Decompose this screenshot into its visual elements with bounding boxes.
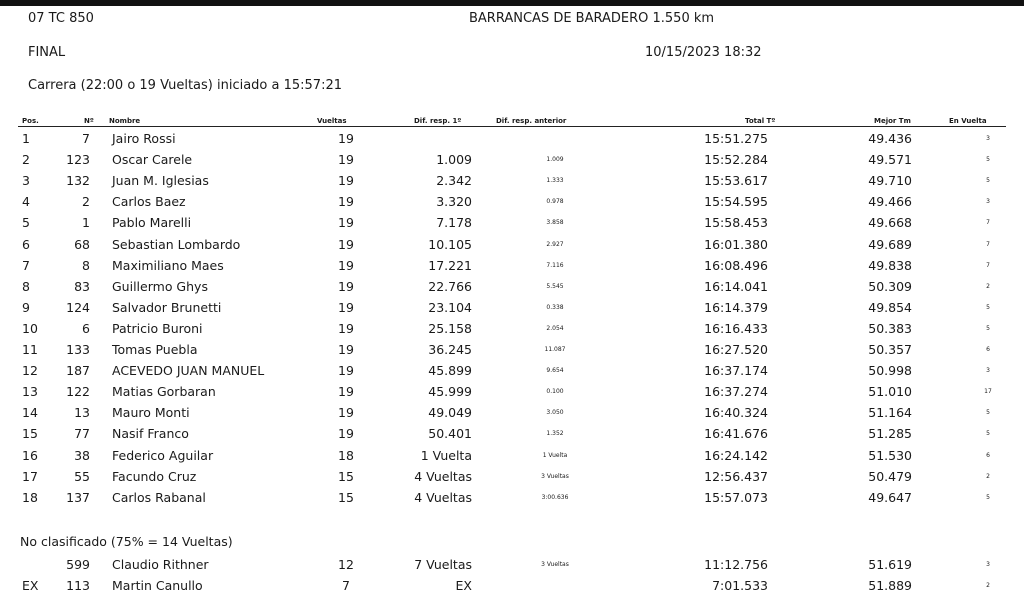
cell-in-lap: 5 (986, 156, 990, 163)
col-name: Nombre (109, 117, 141, 125)
cell-best: 49.710 (868, 173, 912, 188)
cell-name: Carlos Baez (112, 194, 186, 209)
table-row (0, 554, 1024, 575)
cell-total: 16:24.142 (704, 448, 768, 463)
cell-in-lap: 2 (986, 582, 990, 589)
cell-gap-first: 49.049 (428, 405, 472, 420)
cell-in-lap: 5 (986, 430, 990, 437)
cell-gap-prev: 1.009 (546, 156, 564, 163)
cell-laps: 19 (338, 363, 354, 378)
cell-pos: EX (22, 578, 39, 593)
cell-num: 1 (82, 215, 90, 230)
cell-pos: 17 (22, 469, 38, 484)
cell-laps: 18 (338, 448, 354, 463)
cell-gap-prev: 1 Vuelta (542, 452, 568, 459)
cell-name: Facundo Cruz (112, 469, 197, 484)
header-divider (18, 126, 1006, 127)
cell-pos: 10 (22, 321, 38, 336)
cell-total: 16:16.433 (704, 321, 768, 336)
cell-laps: 19 (338, 152, 354, 167)
cell-pos: 2 (22, 152, 30, 167)
cell-gap-prev: 11.087 (544, 346, 566, 353)
cell-name: ACEVEDO JUAN MANUEL (112, 363, 265, 378)
session-datetime: 10/15/2023 18:32 (645, 45, 762, 60)
cell-laps: 19 (338, 321, 354, 336)
cell-gap-first: 1.009 (436, 152, 472, 167)
cell-name: Mauro Monti (112, 405, 190, 420)
cell-num: 77 (74, 426, 90, 441)
cell-num: 38 (74, 448, 90, 463)
cell-best: 51.889 (868, 578, 912, 593)
cell-gap-first: 7 Vueltas (414, 557, 472, 572)
table-row (0, 423, 1024, 444)
cell-gap-first: 36.245 (428, 342, 472, 357)
cell-best: 49.647 (868, 490, 912, 505)
cell-in-lap: 6 (986, 346, 990, 353)
cell-pos: 7 (22, 258, 30, 273)
col-gap-prev: Dif. resp. anterior (496, 117, 567, 125)
cell-num: 113 (66, 578, 90, 593)
cell-best: 50.998 (868, 363, 912, 378)
cell-gap-first: 23.104 (428, 300, 472, 315)
table-row (0, 212, 1024, 233)
table-row (0, 234, 1024, 255)
cell-pos: 11 (22, 342, 38, 357)
cell-gap-prev: 3.858 (546, 219, 564, 226)
cell-laps: 15 (338, 490, 354, 505)
cell-gap-prev: 5.545 (546, 283, 564, 290)
col-in-lap: En Vuelta (949, 117, 987, 125)
cell-num: 6 (82, 321, 90, 336)
cell-gap-prev: 2.054 (546, 325, 564, 332)
cell-gap-prev: 7.116 (546, 262, 564, 269)
cell-pos: 6 (22, 237, 30, 252)
top-rule (0, 0, 1024, 6)
cell-total: 16:14.041 (704, 279, 768, 294)
cell-num: 83 (74, 279, 90, 294)
cell-total: 16:41.676 (704, 426, 768, 441)
cell-gap-prev: 3.050 (546, 409, 564, 416)
cell-laps: 19 (338, 300, 354, 315)
cell-laps: 7 (342, 578, 350, 593)
race-info: Carrera (22:00 o 19 Vueltas) iniciado a 15:57:21 (28, 78, 342, 93)
cell-gap-first: EX (455, 578, 472, 593)
cell-gap-prev: 1.352 (546, 430, 564, 437)
cell-pos: 13 (22, 384, 38, 399)
cell-gap-prev: 0.978 (546, 198, 564, 205)
cell-in-lap: 5 (986, 494, 990, 501)
cell-best: 51.010 (868, 384, 912, 399)
cell-total: 16:40.324 (704, 405, 768, 420)
cell-name: Salvador Brunetti (112, 300, 222, 315)
cell-name: Oscar Carele (112, 152, 193, 167)
cell-gap-first: 4 Vueltas (414, 469, 472, 484)
cell-gap-first: 2.342 (436, 173, 472, 188)
cell-name: Martin Canullo (112, 578, 203, 593)
cell-best: 50.479 (868, 469, 912, 484)
cell-pos: 3 (22, 173, 30, 188)
cell-pos: 1 (22, 131, 30, 146)
cell-laps: 19 (338, 237, 354, 252)
table-row (0, 318, 1024, 339)
table-row (0, 575, 1024, 596)
table-row (0, 381, 1024, 402)
cell-laps: 15 (338, 469, 354, 484)
cell-in-lap: 7 (986, 241, 990, 248)
cell-num: 187 (66, 363, 90, 378)
cell-gap-prev: 9.654 (546, 367, 564, 374)
cell-best: 49.689 (868, 237, 912, 252)
cell-num: 13 (74, 405, 90, 420)
cell-pos: 18 (22, 490, 38, 505)
cell-num: 137 (66, 490, 90, 505)
col-best: Mejor Tm (874, 117, 911, 125)
cell-in-lap: 2 (986, 283, 990, 290)
cell-gap-first: 22.766 (428, 279, 472, 294)
cell-gap-prev: 3 Vueltas (541, 561, 569, 568)
cell-name: Patricio Buroni (112, 321, 203, 336)
table-row (0, 360, 1024, 381)
cell-name: Carlos Rabanal (112, 490, 206, 505)
cell-laps: 19 (338, 405, 354, 420)
cell-laps: 19 (338, 279, 354, 294)
cell-laps: 19 (338, 215, 354, 230)
cell-best: 49.854 (868, 300, 912, 315)
cell-total: 7:01.533 (712, 578, 768, 593)
cell-num: 124 (66, 300, 90, 315)
cell-best: 49.668 (868, 215, 912, 230)
table-row (0, 487, 1024, 508)
cell-name: Jairo Rossi (112, 131, 176, 146)
not-classified-label: No clasificado (75% = 14 Vueltas) (20, 534, 233, 549)
cell-total: 15:54.595 (704, 194, 768, 209)
cell-gap-prev: 0.338 (546, 304, 564, 311)
cell-num: 55 (74, 469, 90, 484)
table-row (0, 128, 1024, 149)
cell-num: 599 (66, 557, 90, 572)
cell-gap-prev: 3 Vueltas (541, 473, 569, 480)
cell-name: Matias Gorbaran (112, 384, 216, 399)
cell-best: 49.466 (868, 194, 912, 209)
cell-in-lap: 5 (986, 325, 990, 332)
cell-laps: 12 (338, 557, 354, 572)
cell-gap-first: 50.401 (428, 426, 472, 441)
cell-best: 50.357 (868, 342, 912, 357)
cell-pos: 5 (22, 215, 30, 230)
cell-best: 49.436 (868, 131, 912, 146)
cell-best: 51.619 (868, 557, 912, 572)
cell-pos: 15 (22, 426, 38, 441)
cell-gap-first: 25.158 (428, 321, 472, 336)
cell-in-lap: 3 (986, 135, 990, 142)
category-title: 07 TC 850 (28, 11, 94, 26)
cell-laps: 19 (338, 173, 354, 188)
cell-in-lap: 7 (986, 219, 990, 226)
cell-gap-first: 17.221 (428, 258, 472, 273)
cell-total: 16:01.380 (704, 237, 768, 252)
col-laps: Vueltas (317, 117, 347, 125)
cell-gap-first: 4 Vueltas (414, 490, 472, 505)
table-row (0, 170, 1024, 191)
cell-laps: 19 (338, 258, 354, 273)
cell-best: 49.571 (868, 152, 912, 167)
cell-name: Sebastian Lombardo (112, 237, 241, 252)
circuit-title: BARRANCAS DE BARADERO 1.550 km (469, 11, 715, 26)
cell-gap-first: 45.999 (428, 384, 472, 399)
cell-best: 50.383 (868, 321, 912, 336)
col-total: Total Tº (745, 117, 776, 125)
cell-in-lap: 5 (986, 177, 990, 184)
cell-laps: 19 (338, 131, 354, 146)
table-row (0, 339, 1024, 360)
cell-num: 7 (82, 131, 90, 146)
cell-in-lap: 7 (986, 262, 990, 269)
cell-gap-prev: 0.100 (546, 388, 564, 395)
cell-total: 16:37.274 (704, 384, 768, 399)
cell-name: Federico Aguilar (112, 448, 214, 463)
cell-in-lap: 2 (986, 473, 990, 480)
table-row (0, 466, 1024, 487)
cell-name: Nasif Franco (112, 426, 189, 441)
cell-total: 16:08.496 (704, 258, 768, 273)
cell-pos: 14 (22, 405, 38, 420)
col-pos: Pos. (22, 117, 39, 125)
col-gap-first: Dif. resp. 1º (414, 117, 462, 125)
table-row (0, 149, 1024, 170)
cell-best: 50.309 (868, 279, 912, 294)
cell-pos: 12 (22, 363, 38, 378)
table-row (0, 402, 1024, 423)
cell-best: 51.285 (868, 426, 912, 441)
cell-name: Guillermo Ghys (112, 279, 208, 294)
cell-gap-first: 10.105 (428, 237, 472, 252)
cell-total: 15:51.275 (704, 131, 768, 146)
cell-total: 16:37.174 (704, 363, 768, 378)
cell-laps: 19 (338, 384, 354, 399)
cell-total: 15:58.453 (704, 215, 768, 230)
table-row (0, 191, 1024, 212)
cell-name: Pablo Marelli (112, 215, 192, 230)
cell-pos: 9 (22, 300, 30, 315)
cell-gap-first: 1 Vuelta (420, 448, 472, 463)
cell-num: 132 (66, 173, 90, 188)
cell-laps: 19 (338, 194, 354, 209)
cell-name: Tomas Puebla (112, 342, 198, 357)
cell-in-lap: 17 (984, 388, 992, 395)
cell-num: 122 (66, 384, 90, 399)
cell-in-lap: 3 (986, 367, 990, 374)
cell-pos: 16 (22, 448, 38, 463)
cell-in-lap: 5 (986, 409, 990, 416)
cell-gap-first: 7.178 (436, 215, 472, 230)
cell-total: 15:53.617 (704, 173, 768, 188)
cell-total: 12:56.437 (704, 469, 768, 484)
table-row (0, 255, 1024, 276)
cell-gap-first: 45.899 (428, 363, 472, 378)
session-name: FINAL (28, 45, 66, 60)
cell-in-lap: 3 (986, 198, 990, 205)
cell-pos: 8 (22, 279, 30, 294)
cell-best: 49.838 (868, 258, 912, 273)
cell-num: 68 (74, 237, 90, 252)
cell-best: 51.164 (868, 405, 912, 420)
cell-name: Claudio Rithner (112, 557, 209, 572)
cell-num: 123 (66, 152, 90, 167)
table-row (0, 276, 1024, 297)
cell-total: 16:14.379 (704, 300, 768, 315)
cell-in-lap: 6 (986, 452, 990, 459)
table-row (0, 445, 1024, 466)
cell-in-lap: 5 (986, 304, 990, 311)
cell-total: 16:27.520 (704, 342, 768, 357)
cell-num: 2 (82, 194, 90, 209)
cell-in-lap: 3 (986, 561, 990, 568)
cell-total: 15:57.073 (704, 490, 768, 505)
cell-name: Juan M. Iglesias (112, 173, 209, 188)
cell-gap-prev: 2.927 (546, 241, 564, 248)
col-num: Nº (84, 117, 94, 125)
cell-gap-prev: 1.333 (546, 177, 564, 184)
cell-laps: 19 (338, 342, 354, 357)
cell-gap-first: 3.320 (436, 194, 472, 209)
cell-num: 133 (66, 342, 90, 357)
cell-name: Maximiliano Maes (112, 258, 224, 273)
cell-total: 11:12.756 (704, 557, 768, 572)
cell-total: 15:52.284 (704, 152, 768, 167)
table-row (0, 297, 1024, 318)
cell-pos: 4 (22, 194, 30, 209)
cell-laps: 19 (338, 426, 354, 441)
cell-gap-prev: 3:00.636 (541, 494, 569, 501)
cell-best: 51.530 (868, 448, 912, 463)
cell-num: 8 (82, 258, 90, 273)
